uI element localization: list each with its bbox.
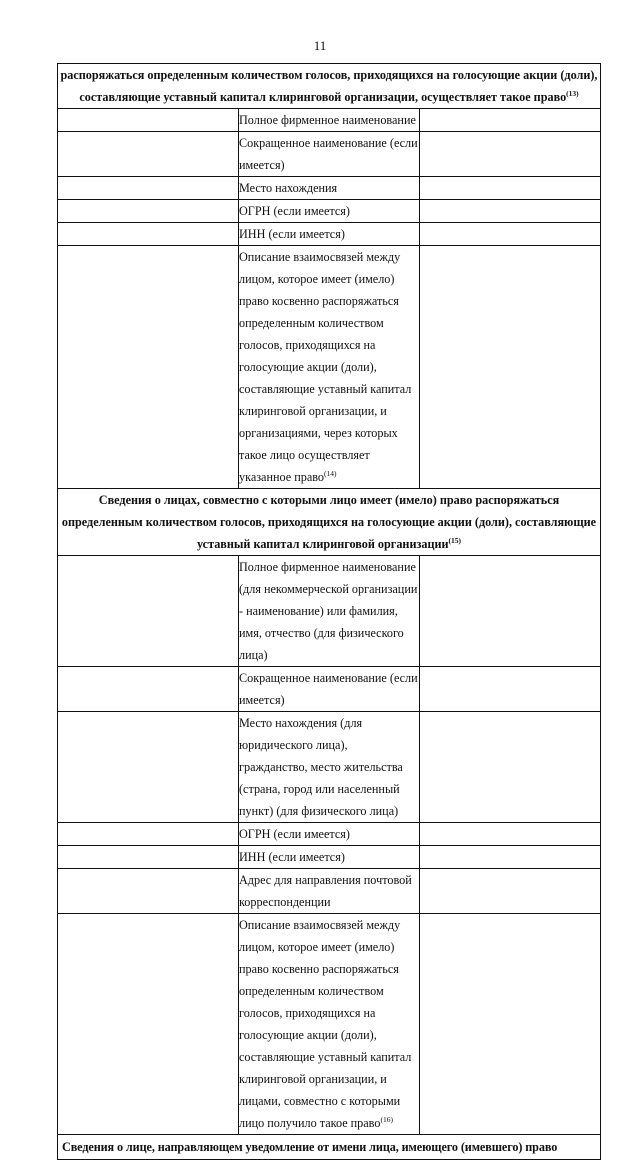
- section-3-heading: Сведения о лице, направляющем уведомление от имени лица, имеющего (имевшего) право: [58, 1135, 601, 1160]
- field-value-cell: [420, 109, 601, 132]
- table-row: [58, 667, 601, 712]
- field-value-cell: [420, 200, 601, 223]
- page-number: 11: [313, 38, 327, 53]
- form-table: [57, 63, 601, 1160]
- field-value-cell: [420, 914, 601, 1135]
- field-value-cell: [420, 223, 601, 246]
- field-value-cell: [420, 846, 601, 869]
- field-label: ОГРН (если имеется): [239, 823, 420, 846]
- field-value-cell: [420, 556, 601, 667]
- field-label: Место нахождения (для юридического лица), гражданство, место жительства (страна, город или населенный пункт) (для физического лица): [239, 712, 420, 823]
- row-index-cell: [58, 200, 239, 223]
- table-row: [58, 246, 601, 489]
- section-2-heading: Сведения о лицах, совместно с которыми лицо имеет (имело) право распоряжаться определенным количеством голосов, приходящихся на голосующие акции (доли), составляющие уставный капитал клиринговой организации$^{(15)}$: [58, 489, 601, 556]
- field-label: Место нахождения: [239, 177, 420, 200]
- field-label: Описание взаимосвязей между лицом, которое имеет (имело) право косвенно распоряжаться определенным количеством голосов, приходящихся на голосующие акции (доли), составляющие уставный капитал клиринговой организации, и организациями, через которых такое лицо осуществляет указанное право$^{(14)}$: [239, 246, 420, 489]
- table-row: [58, 132, 601, 177]
- row-index-cell: [58, 846, 239, 869]
- section-heading-row: [58, 489, 601, 556]
- table-row: [58, 712, 601, 823]
- field-label: Полное фирменное наименование (для некоммерческой организации - наименование) или фамилия, имя, отчество (для физического лица): [239, 556, 420, 667]
- row-index-cell: [58, 712, 239, 823]
- row-index-cell: [58, 109, 239, 132]
- table-row: [58, 846, 601, 869]
- table-row: [58, 200, 601, 223]
- field-value-cell: [420, 177, 601, 200]
- table-row: [58, 823, 601, 846]
- table-row: [58, 177, 601, 200]
- field-label: Описание взаимосвязей между лицом, которое имеет (имело) право косвенно распоряжаться определенным количеством голосов, приходящихся на голосующие акции (доли), составляющие уставный капитал клиринговой организации, и лицами, совместно с которыми лицо получило такое право$^{(16)}$: [239, 914, 420, 1135]
- field-label: Сокращенное наименование (если имеется): [239, 667, 420, 712]
- field-label: ИНН (если имеется): [239, 223, 420, 246]
- row-index-cell: [58, 914, 239, 1135]
- field-label: ОГРН (если имеется): [239, 200, 420, 223]
- table-row: [58, 914, 601, 1135]
- table-row: [58, 223, 601, 246]
- field-value-cell: [420, 132, 601, 177]
- row-index-cell: [58, 177, 239, 200]
- table-row: [58, 556, 601, 667]
- field-value-cell: [420, 667, 601, 712]
- row-index-cell: [58, 132, 239, 177]
- table-row: [58, 869, 601, 914]
- row-index-cell: [58, 823, 239, 846]
- field-label: Адрес для направления почтовой корреспонденции: [239, 869, 420, 914]
- section-heading-row: [58, 1135, 601, 1160]
- field-value-cell: [420, 823, 601, 846]
- field-value-cell: [420, 869, 601, 914]
- row-index-cell: [58, 223, 239, 246]
- row-index-cell: [58, 556, 239, 667]
- table-row: [58, 109, 601, 132]
- field-label: Полное фирменное наименование: [239, 109, 420, 132]
- row-index-cell: [58, 246, 239, 489]
- field-label: Сокращенное наименование (если имеется): [239, 132, 420, 177]
- field-value-cell: [420, 712, 601, 823]
- section-heading-row: [58, 64, 601, 109]
- section-1-heading: распоряжаться определенным количеством голосов, приходящихся на голосующие акции (доли), составляющие уставный капитал клиринговой организации, осуществляет такое право$^{(13)}$: [58, 64, 601, 109]
- field-label: ИНН (если имеется): [239, 846, 420, 869]
- row-index-cell: [58, 869, 239, 914]
- row-index-cell: [58, 667, 239, 712]
- field-value-cell: [420, 246, 601, 489]
